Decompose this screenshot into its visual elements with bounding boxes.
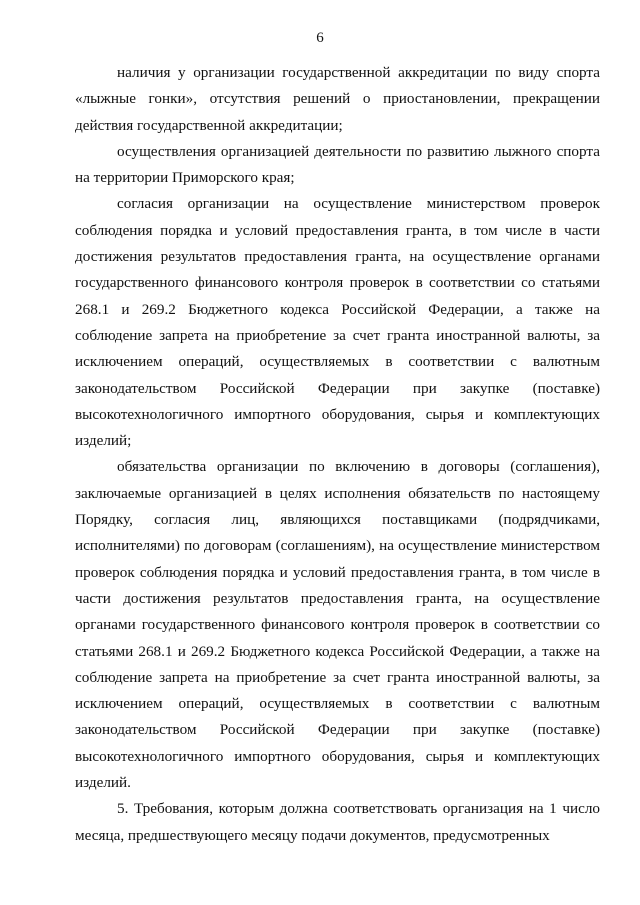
document-body — [75, 60, 600, 849]
paragraph-obligation: обязательства организации по включению в договоры (соглашения), заключаемые организацией в целях исполнения обязательств по настоящему Порядку, согласия лиц, являющихся поставщиками (подрядчиками, исполнителями) по договорам (соглашениям), на осуществление министерством проверок соблюдения порядка и условий предоставления гранта, в том числе в части достижения результатов предоставления гранта, на осуществление органами государственного финансового контроля проверок в соответствии со статьями 268.1 и 269.2 Бюджетного кодекса Российской Федерации, а также на соблюдение запрета на приобретение за счет гранта иностранной валюты, за исключением операций, осуществляемых в соответствии с валютным законодательством Российской Федерации при закупке (поставке) высокотехнологичного импортного оборудования, сырья и комплектующих изделий. — [75, 458, 600, 792]
paragraph-requirements: 5. Требования, которым должна соответствовать организация на 1 число месяца, предшествующего месяцу подачи документов, предусмотренных — [75, 800, 600, 844]
paragraph-activity: осуществления организацией деятельности по развитию лыжного спорта на территории Приморского края; — [75, 142, 600, 187]
paragraph-accreditation: наличия у организации государственной аккредитации по виду спорта «лыжные гонки», отсутствия решений о приостановлении, прекращении действия государственной аккредитации; — [75, 64, 600, 134]
paragraph-consent: согласия организации на осуществление министерством проверок соблюдения порядка и условий предоставления гранта, в том числе в части достижения результатов предоставления гранта, на осуществление органами государственного финансового контроля проверок в соответствии со статьями 268.1 и 269.2 Бюджетного кодекса Российской Федерации, а также на соблюдение запрета на приобретение за счет гранта иностранной валюты, за исключением операций, осуществляемых в соответствии с валютным законодательством Российской Федерации при закупке (поставке) высокотехнологичного импортного оборудования, сырья и комплектующих изделий; — [75, 195, 600, 450]
page-number: 6 — [316, 30, 324, 46]
